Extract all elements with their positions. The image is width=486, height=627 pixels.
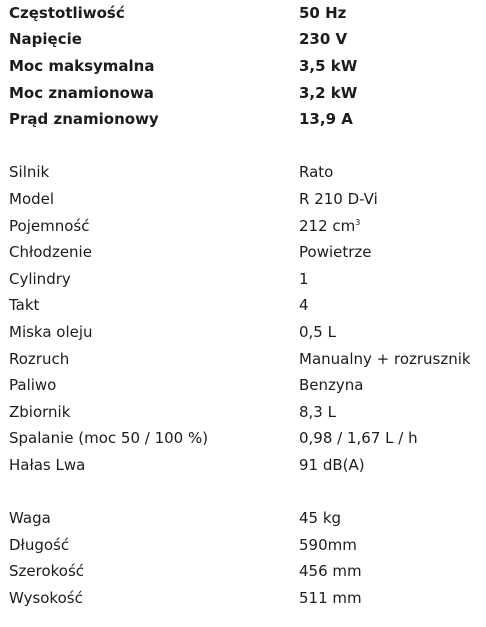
spec-label: Silnik [9,163,50,182]
spec-value: 511 mm [299,588,362,607]
spec-row-max-power [9,53,486,80]
section-spacer [9,479,486,506]
spec-value: R 210 D-Vi [299,189,378,208]
electrical-section [9,0,486,133]
spec-row-oil-sump [9,319,486,346]
spec-label: Paliwo [9,376,57,395]
spec-value: 50 Hz [299,3,347,22]
spec-value: 8,3 L [299,402,336,421]
spec-label: Cylindry [9,269,71,288]
spec-label: Wysokość [9,588,83,607]
spec-value: 230 V [299,30,348,49]
spec-value-text: 212 cm [299,216,356,235]
spec-value: 0,98 / 1,67 L / h [299,429,418,448]
spec-table [9,0,486,612]
section-spacer [9,133,486,160]
spec-value: 4 [299,296,309,315]
spec-row-cylinders [9,266,486,293]
dimensions-section [9,505,486,611]
spec-row-width [9,558,486,585]
spec-label: Długość [9,535,70,554]
spec-label: Rozruch [9,349,70,368]
spec-label: Zbiornik [9,402,71,421]
spec-label: Miska oleju [9,322,93,341]
spec-label: Hałas Lwa [9,455,86,474]
spec-value: 590mm [299,535,357,554]
spec-label: Spalanie (moc 50 / 100 %) [9,429,209,448]
spec-row-voltage [9,27,486,54]
spec-label: Częstotliwość [9,3,125,22]
spec-value: Rato [299,163,334,182]
spec-row-stroke [9,293,486,320]
spec-value: 0,5 L [299,322,336,341]
spec-label: Pojemność [9,216,90,235]
spec-row-noise [9,452,486,479]
spec-row-frequency [9,0,486,27]
spec-row-fuel [9,372,486,399]
engine-section [9,160,486,479]
spec-row-weight [9,505,486,532]
spec-value: 91 dB(A) [299,455,365,474]
spec-row-height [9,585,486,612]
spec-label: Napięcie [9,30,82,49]
spec-value: 1 [299,269,309,288]
spec-value [299,216,486,235]
spec-row-model [9,186,486,213]
spec-row-rated-current [9,106,486,133]
spec-label: Chłodzenie [9,243,92,262]
spec-value: 456 mm [299,562,362,581]
spec-value: 45 kg [299,509,342,528]
spec-row-displacement [9,213,486,240]
spec-value-superscript: 3 [355,217,361,227]
spec-label: Moc maksymalna [9,56,155,75]
spec-value: Powietrze [299,243,372,262]
spec-value: Benzyna [299,376,364,395]
spec-row-consumption [9,426,486,453]
spec-row-tank [9,399,486,426]
spec-row-starter [9,346,486,373]
spec-row-rated-power [9,80,486,107]
spec-label: Moc znamionowa [9,83,154,102]
spec-label: Szerokość [9,562,85,581]
spec-label: Waga [9,509,51,528]
spec-label: Takt [9,296,40,315]
spec-row-cooling [9,239,486,266]
spec-value: 3,5 kW [299,56,358,75]
spec-value: 13,9 A [299,110,353,129]
spec-row-engine [9,160,486,187]
spec-value: 3,2 kW [299,83,358,102]
spec-label: Prąd znamionowy [9,110,159,129]
spec-value: Manualny + rozrusznik [299,349,471,368]
spec-row-length [9,532,486,559]
spec-label: Model [9,189,55,208]
